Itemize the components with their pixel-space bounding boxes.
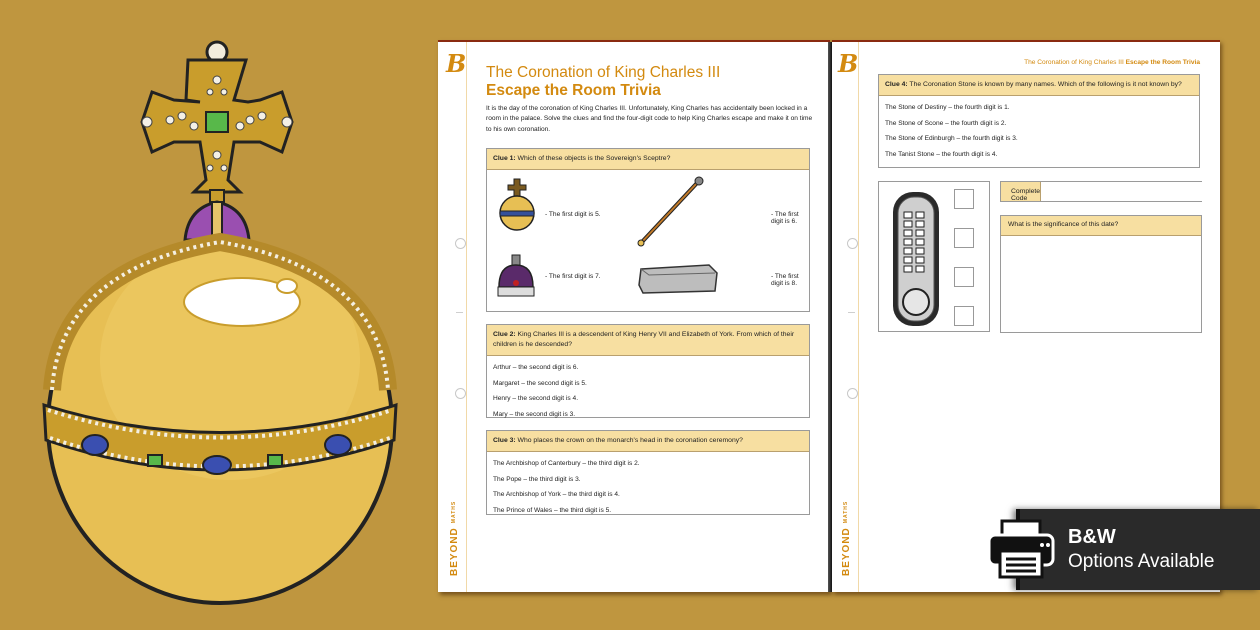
code-digit-1-box[interactable] bbox=[954, 189, 974, 209]
clue-2-option: Arthur – the second digit is 6. bbox=[493, 364, 579, 371]
page-title: The Coronation of King Charles III bbox=[486, 64, 721, 81]
clue-3-option: The Archbishop of Canterbury – the third digit is 2. bbox=[493, 460, 640, 467]
clue-4-option: The Tanist Stone – the fourth digit is 4. bbox=[885, 150, 998, 158]
intro-paragraph: It is the day of the coronation of King Charles III. Unfortunately, King Charles has accidentally been locked in a room in the palace. Solve the clues and find the four-digit code to help King Charles escape and make it on time to his own coronation. bbox=[486, 105, 813, 133]
sceptre-icon bbox=[635, 175, 707, 249]
clue-4-option: The Stone of Destiny – the fourth digit is 1. bbox=[885, 104, 1010, 111]
clue-4-box bbox=[878, 74, 1200, 168]
clue-2-option: Margaret – the second digit is 5. bbox=[493, 379, 587, 387]
complete-code-label: Complete Code bbox=[1001, 182, 1041, 201]
code-digit-2-box[interactable] bbox=[954, 228, 974, 248]
punch-hole-mark bbox=[848, 312, 855, 313]
punch-hole bbox=[847, 238, 858, 249]
stone-icon bbox=[637, 261, 719, 295]
significance-answer-input[interactable] bbox=[1001, 236, 1201, 332]
orb-icon bbox=[20, 30, 420, 610]
clue-2-header: Clue 2: King Charles III is a descendent of King Henry VII and Elizabeth of York. From which of their children is he descended? bbox=[487, 325, 809, 356]
clue-4-header: Clue 4: The Coronation Stone is known by many names. Which of the following is it not known by? bbox=[879, 75, 1199, 96]
clue-3-option: The Archbishop of York – the third digit is 4. bbox=[493, 491, 620, 498]
beyond-logo-icon: B bbox=[838, 49, 859, 78]
clue-2-option: Mary – the second digit is 3. bbox=[493, 410, 576, 418]
clue-4-option: The Stone of Edinburgh – the fourth digit is 3. bbox=[885, 135, 1018, 142]
running-header: The Coronation of King Charles III Escape the Room Trivia bbox=[1024, 59, 1200, 66]
punch-hole bbox=[455, 388, 466, 399]
clue-2-box bbox=[486, 324, 810, 418]
significance-question: What is the significance of this date? bbox=[1001, 216, 1201, 236]
keypad-lock-panel bbox=[878, 181, 990, 332]
page-margin-line bbox=[858, 42, 859, 592]
bw-title: B&W bbox=[1068, 526, 1116, 548]
clue-1-option-sceptre: - The first digit is 6. bbox=[771, 211, 799, 225]
bw-subtitle: Options Available bbox=[1068, 551, 1215, 572]
clue-3-box bbox=[486, 430, 810, 515]
clue-1-header: Clue 1: Which of these objects is the Sovereign's Sceptre? bbox=[487, 149, 809, 170]
beyond-maths-brand: BEYONDMATHS bbox=[841, 500, 852, 576]
clue-3-option: The Pope – the third digit is 3. bbox=[493, 475, 581, 483]
complete-code-field bbox=[1000, 181, 1202, 202]
punch-hole-mark bbox=[456, 312, 463, 313]
significance-box bbox=[1000, 215, 1202, 333]
clue-4-option: The Stone of Scone – the fourth digit is 2. bbox=[885, 119, 1007, 127]
orb-icon bbox=[495, 177, 539, 231]
keypad-lock-icon bbox=[891, 190, 941, 328]
crown-icon bbox=[495, 253, 537, 299]
printer-icon bbox=[986, 519, 1056, 581]
clue-1-option-stone: - The first digit is 8. bbox=[771, 273, 799, 287]
page-subtitle: Escape the Room Trivia bbox=[486, 82, 661, 99]
punch-hole bbox=[455, 238, 466, 249]
clue-1-option-orb: - The first digit is 5. bbox=[545, 211, 601, 218]
bw-options-banner bbox=[1016, 509, 1260, 590]
beyond-maths-brand: BEYONDMATHS bbox=[449, 500, 460, 576]
complete-code-input[interactable] bbox=[1041, 182, 1218, 201]
code-digit-4-box[interactable] bbox=[954, 306, 974, 326]
beyond-logo-icon: B bbox=[446, 49, 467, 78]
clue-2-option: Henry – the second digit is 4. bbox=[493, 395, 579, 402]
punch-hole bbox=[847, 388, 858, 399]
worksheet-page-1 bbox=[438, 40, 830, 592]
code-digit-3-box[interactable] bbox=[954, 267, 974, 287]
clue-3-header: Clue 3: Who places the crown on the monarch's head in the coronation ceremony? bbox=[487, 431, 809, 452]
clue-3-option: The Prince of Wales – the third digit is 5. bbox=[493, 506, 612, 514]
clue-1-box bbox=[486, 148, 810, 312]
clue-1-option-crown: - The first digit is 7. bbox=[545, 273, 601, 280]
sovereigns-orb-illustration bbox=[20, 30, 420, 610]
page-margin-line bbox=[466, 42, 467, 592]
